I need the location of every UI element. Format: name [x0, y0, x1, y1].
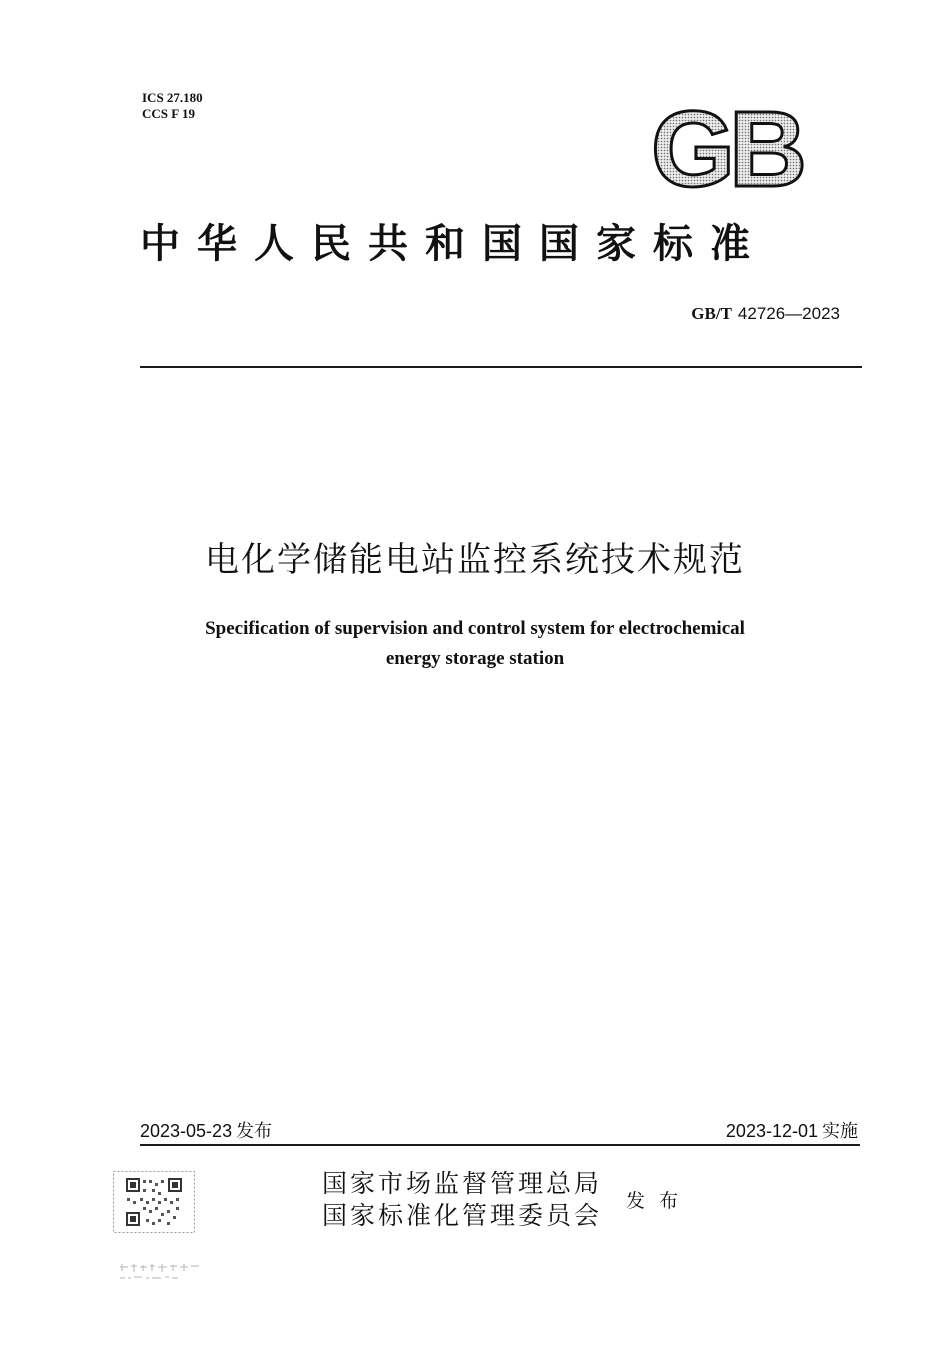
- issue-date-value: 2023-05-23: [140, 1121, 233, 1141]
- gb-logo-text: GB: [651, 98, 801, 192]
- issuing-authorities: [322, 1168, 602, 1232]
- issuer-sac: 国家标准化管理委员会: [322, 1201, 603, 1230]
- standard-number: [691, 304, 840, 324]
- qr-code-icon: [113, 1171, 195, 1233]
- implementation-date-label: 实施: [822, 1121, 858, 1142]
- issue-verb: 发布: [626, 1190, 693, 1212]
- top-divider: [140, 366, 862, 368]
- standard-code: 42726—2023: [737, 304, 840, 323]
- classification-codes: [142, 90, 203, 122]
- title-en-line1: Specification of supervision and control system for electrochemical: [205, 618, 745, 639]
- document-title-en: [0, 614, 950, 674]
- qr-caption-scribble-icon: [118, 1262, 202, 1284]
- national-standard-title: 中华人民共和国国家标准: [140, 220, 767, 267]
- issue-date-label: 发布: [236, 1121, 273, 1142]
- issue-date: [140, 1117, 272, 1143]
- implementation-date: [726, 1117, 858, 1143]
- issuer-samr: 国家市场监督管理总局: [322, 1169, 603, 1198]
- document-title-cn: 电化学储能电站监控系统技术规范: [205, 540, 745, 580]
- title-en-line2: energy storage station: [385, 648, 565, 669]
- bottom-divider: [140, 1144, 860, 1146]
- ics-code: ICS 27.180: [142, 90, 203, 105]
- implementation-date-value: 2023-12-01: [725, 1121, 818, 1141]
- standard-prefix: GB/T: [691, 304, 732, 323]
- gb-logo-icon: [636, 98, 816, 192]
- ccs-code: CCS F 19: [142, 106, 195, 121]
